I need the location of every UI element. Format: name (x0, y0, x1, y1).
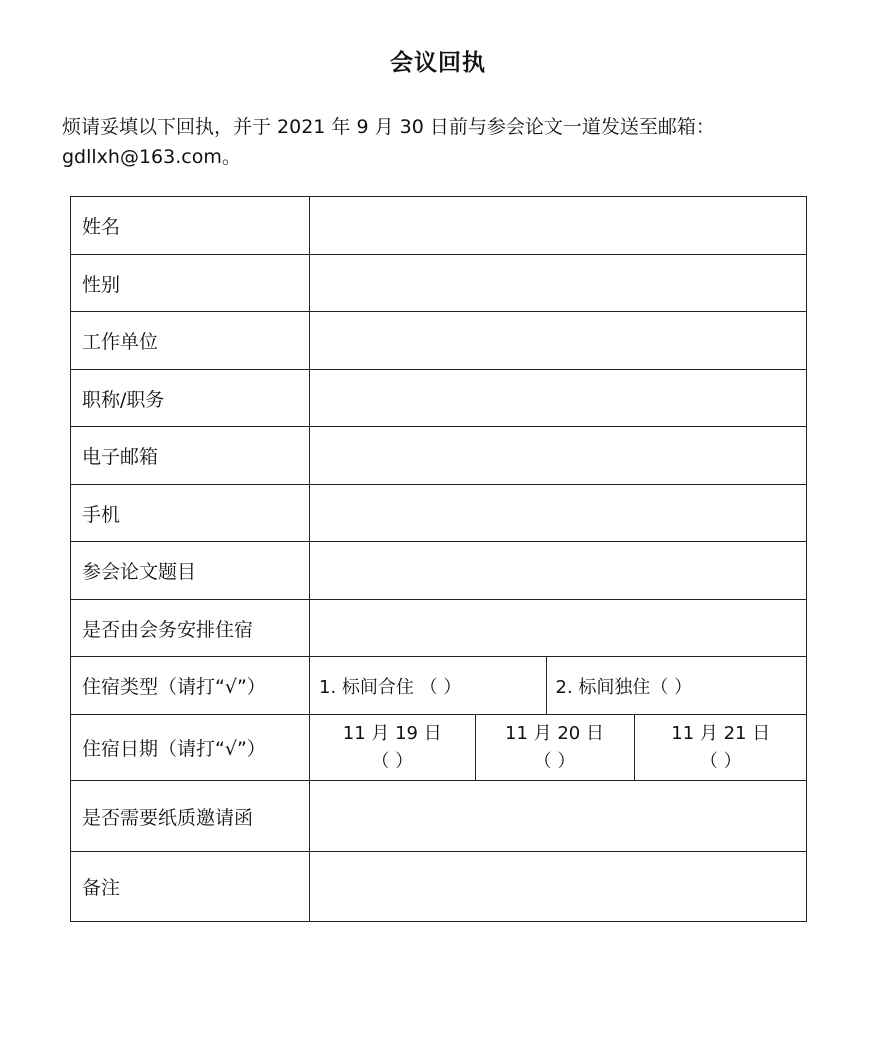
date-option-nov21[interactable] (634, 715, 807, 780)
instructions-line-2: gdllxh@163.com。 (62, 146, 241, 168)
form-row-paper-title (71, 542, 807, 600)
field-input-employer[interactable] (310, 312, 807, 370)
form-row-email (71, 427, 807, 485)
form-row-employer (71, 312, 807, 370)
field-input-remarks[interactable] (310, 852, 807, 922)
field-input-title-position[interactable] (310, 370, 807, 427)
date-checkbox[interactable]: （ ） (533, 750, 576, 772)
form-row-accommodation (71, 600, 807, 657)
page-title: 会议回执 (390, 50, 486, 76)
instructions-line-1: 烦请妥填以下回执，并于 2021 年 9 月 30 日前与参会论文一道发送至邮箱： (62, 116, 715, 138)
form-row-title-position (71, 370, 807, 427)
registration-form-table (70, 196, 807, 922)
field-label-paper-title: 参会论文题目 (71, 542, 310, 600)
field-label-room-type: 住宿类型（请打“√”） (71, 657, 310, 715)
field-input-gender[interactable] (310, 255, 807, 312)
field-label-employer: 工作单位 (71, 312, 310, 370)
field-input-email[interactable] (310, 427, 807, 485)
date-label: 11 月 21 日 (671, 722, 771, 744)
form-row-paper-invitation (71, 781, 807, 852)
instructions (62, 112, 822, 172)
field-label-mobile: 手机 (71, 485, 310, 542)
field-label-stay-dates: 住宿日期（请打“√”） (71, 715, 310, 781)
form-row-mobile (71, 485, 807, 542)
room-type-options (310, 657, 807, 715)
field-input-mobile[interactable] (310, 485, 807, 542)
date-option-nov20[interactable] (475, 715, 634, 780)
field-label-title-position: 职称/职务 (71, 370, 310, 427)
field-label-accommodation: 是否由会务安排住宿 (71, 600, 310, 657)
field-label-paper-invitation: 是否需要纸质邀请函 (71, 781, 310, 852)
field-input-accommodation[interactable] (310, 600, 807, 657)
date-checkbox[interactable]: （ ） (371, 750, 414, 772)
field-input-paper-invitation[interactable] (310, 781, 807, 852)
form-row-room-type (71, 657, 807, 715)
field-label-name: 姓名 (71, 197, 310, 255)
form-row-stay-dates (71, 715, 807, 781)
date-label: 11 月 20 日 (505, 722, 604, 744)
date-label: 11 月 19 日 (342, 722, 442, 744)
field-input-paper-title[interactable] (310, 542, 807, 600)
field-label-remarks: 备注 (71, 852, 310, 922)
date-option-nov19[interactable] (310, 715, 475, 780)
field-label-gender: 性别 (71, 255, 310, 312)
room-option-shared[interactable]: 1. 标间合住 （ ） (319, 676, 462, 698)
form-row-name (71, 197, 807, 255)
stay-date-options (310, 715, 807, 781)
field-label-email: 电子邮箱 (71, 427, 310, 485)
form-row-gender (71, 255, 807, 312)
field-input-name[interactable] (310, 197, 807, 255)
form-row-remarks (71, 852, 807, 922)
room-option-single[interactable]: 2. 标间独住（ ） (546, 657, 807, 714)
date-checkbox[interactable]: （ ） (699, 750, 742, 772)
